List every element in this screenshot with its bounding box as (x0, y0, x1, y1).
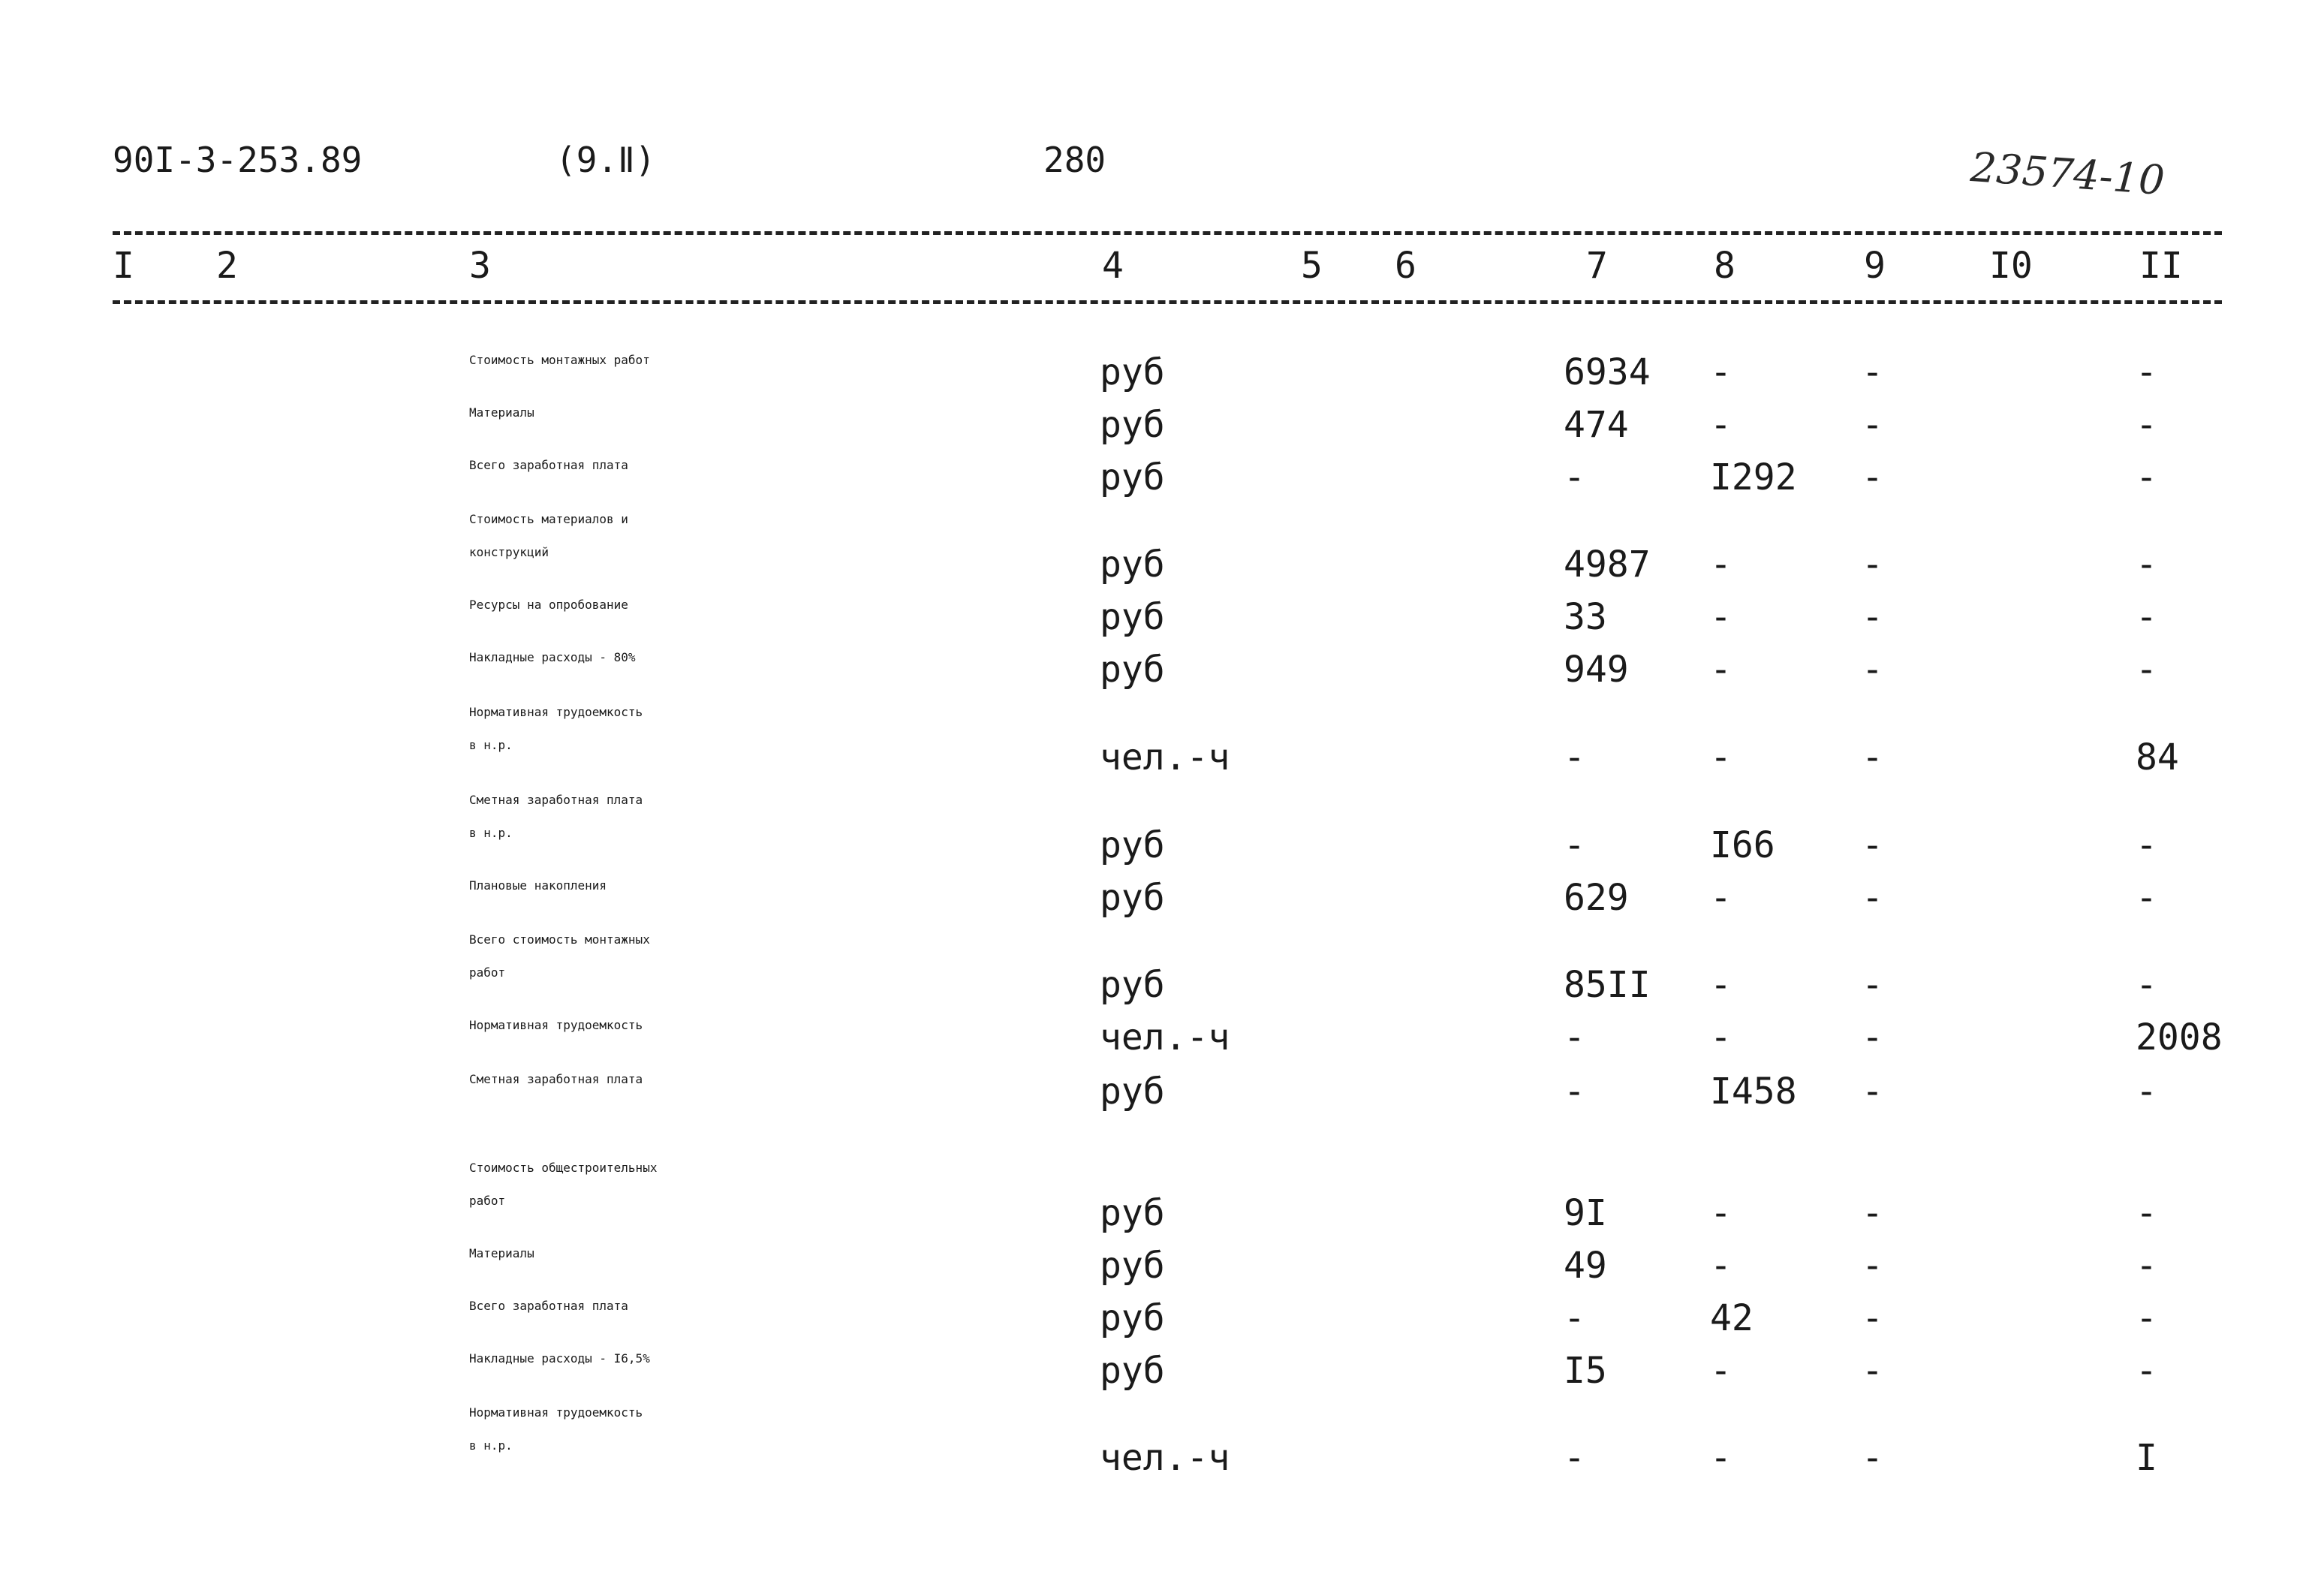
cell-col11: 2008 (2136, 1016, 2223, 1058)
cell-col8: - (1710, 964, 1732, 1006)
cell-col11: - (2136, 1297, 2157, 1339)
column-number: 3 (469, 245, 491, 287)
row-label: Всего заработная плата (469, 1299, 628, 1313)
row-unit: руб (1100, 544, 1165, 586)
cell-col7: 6934 (1564, 351, 1651, 393)
row-label: Плановые накопления (469, 878, 607, 893)
row-label: Сметная заработная плата (469, 1072, 643, 1086)
column-number: 6 (1395, 245, 1416, 287)
column-number: I0 (1989, 245, 2033, 287)
column-number: II (2139, 245, 2183, 287)
cell-col9: - (1862, 456, 1883, 498)
cell-col8: 42 (1710, 1297, 1754, 1339)
cell-col9: - (1862, 351, 1883, 393)
cell-col8: - (1710, 736, 1732, 778)
cell-col9: - (1862, 1437, 1883, 1479)
row-unit: чел.-ч (1100, 736, 1230, 778)
cell-col11: 84 (2136, 736, 2179, 778)
row-unit: руб (1100, 351, 1165, 393)
cell-col9: - (1862, 596, 1883, 638)
row-unit: руб (1100, 456, 1165, 498)
cell-col7: 33 (1564, 596, 1607, 638)
cell-col11: - (2136, 404, 2157, 446)
cell-col11: - (2136, 1350, 2157, 1392)
row-label: Стоимость материалов и (469, 512, 628, 526)
cell-col9: - (1862, 736, 1883, 778)
cell-col8: I292 (1710, 456, 1797, 498)
row-unit: руб (1100, 596, 1165, 638)
cell-col8: I66 (1710, 824, 1775, 866)
cell-col8: - (1710, 544, 1732, 586)
row-unit: руб (1100, 824, 1165, 866)
row-unit: чел.-ч (1100, 1437, 1230, 1479)
row-label: конструкций (469, 545, 549, 559)
cell-col9: - (1862, 877, 1883, 919)
cell-col9: - (1862, 824, 1883, 866)
cell-col8: - (1710, 877, 1732, 919)
cell-col9: - (1862, 649, 1883, 691)
cell-col8: - (1710, 351, 1732, 393)
column-number: I (113, 245, 134, 287)
cell-col7: - (1564, 824, 1585, 866)
cell-col7: - (1564, 1016, 1585, 1058)
cell-col11: - (2136, 1245, 2157, 1287)
cell-col11: - (2136, 877, 2157, 919)
row-unit: руб (1100, 1071, 1165, 1113)
cell-col7: - (1564, 456, 1585, 498)
cell-col7: 629 (1564, 877, 1629, 919)
row-label: Сметная заработная плата (469, 793, 643, 807)
cell-col11: - (2136, 456, 2157, 498)
cell-col9: - (1862, 1350, 1883, 1392)
cell-col7: 474 (1564, 404, 1629, 446)
row-unit: руб (1100, 1192, 1165, 1234)
cell-col11: - (2136, 351, 2157, 393)
cell-col11: - (2136, 544, 2157, 586)
row-label: в н.р. (469, 738, 513, 752)
cell-col9: - (1862, 404, 1883, 446)
header-rule-bottom (113, 300, 2222, 304)
row-label: Стоимость монтажных работ (469, 353, 650, 367)
cell-col11: I (2136, 1437, 2157, 1479)
cell-col8: - (1710, 1016, 1732, 1058)
row-unit: руб (1100, 877, 1165, 919)
cell-col7: 949 (1564, 649, 1629, 691)
section-number: (9.Ⅱ) (555, 140, 656, 180)
cell-col11: - (2136, 1192, 2157, 1234)
row-label: Нормативная трудоемкость (469, 1018, 643, 1032)
cell-col7: - (1564, 736, 1585, 778)
row-unit: руб (1100, 404, 1165, 446)
row-label: Нормативная трудоемкость (469, 1405, 643, 1420)
row-label: работ (469, 965, 506, 980)
cell-col8: - (1710, 596, 1732, 638)
cell-col7: 4987 (1564, 544, 1651, 586)
column-number: 8 (1714, 245, 1736, 287)
row-unit: руб (1100, 1245, 1165, 1287)
cell-col11: - (2136, 824, 2157, 866)
column-number: 7 (1586, 245, 1608, 287)
handwritten-number: 23574-10 (1969, 143, 2166, 204)
cell-col9: - (1862, 1297, 1883, 1339)
row-label: работ (469, 1194, 506, 1208)
document-code: 90I-3-253.89 (113, 140, 363, 180)
column-number: 2 (216, 245, 238, 287)
cell-col7: 85II (1564, 964, 1651, 1006)
row-label: Накладные расходы - I6,5% (469, 1351, 650, 1366)
cell-col11: - (2136, 1071, 2157, 1113)
cell-col8: I458 (1710, 1071, 1797, 1113)
row-label: Материалы (469, 405, 534, 420)
cell-col7: - (1564, 1071, 1585, 1113)
cell-col11: - (2136, 964, 2157, 1006)
cell-col8: - (1710, 1245, 1732, 1287)
header-rule-top (113, 231, 2222, 235)
cell-col7: - (1564, 1297, 1585, 1339)
cell-col9: - (1862, 1245, 1883, 1287)
row-label: в н.р. (469, 826, 513, 840)
row-label: в н.р. (469, 1438, 513, 1453)
row-label: Нормативная трудоемкость (469, 705, 643, 719)
row-label: Стоимость общестроительных (469, 1161, 658, 1175)
cell-col9: - (1862, 1016, 1883, 1058)
row-unit: руб (1100, 1350, 1165, 1392)
column-number: 9 (1864, 245, 1886, 287)
cell-col8: - (1710, 1437, 1732, 1479)
row-unit: руб (1100, 649, 1165, 691)
row-label: Всего стоимость монтажных (469, 932, 650, 947)
row-label: Накладные расходы - 80% (469, 650, 636, 664)
cell-col7: 9I (1564, 1192, 1607, 1234)
cell-col9: - (1862, 964, 1883, 1006)
page-number: 280 (1043, 140, 1106, 180)
row-unit: руб (1100, 964, 1165, 1006)
cell-col11: - (2136, 649, 2157, 691)
cell-col8: - (1710, 649, 1732, 691)
cell-col7: 49 (1564, 1245, 1607, 1287)
cell-col7: - (1564, 1437, 1585, 1479)
row-unit: чел.-ч (1100, 1016, 1230, 1058)
cell-col8: - (1710, 404, 1732, 446)
column-number: 4 (1102, 245, 1124, 287)
row-label: Всего заработная плата (469, 458, 628, 472)
cell-col9: - (1862, 544, 1883, 586)
column-number: 5 (1301, 245, 1323, 287)
row-label: Материалы (469, 1246, 534, 1260)
cell-col8: - (1710, 1350, 1732, 1392)
cell-col11: - (2136, 596, 2157, 638)
cell-col9: - (1862, 1071, 1883, 1113)
row-label: Ресурсы на опробование (469, 598, 628, 612)
cell-col8: - (1710, 1192, 1732, 1234)
cell-col9: - (1862, 1192, 1883, 1234)
row-unit: руб (1100, 1297, 1165, 1339)
cell-col7: I5 (1564, 1350, 1607, 1392)
